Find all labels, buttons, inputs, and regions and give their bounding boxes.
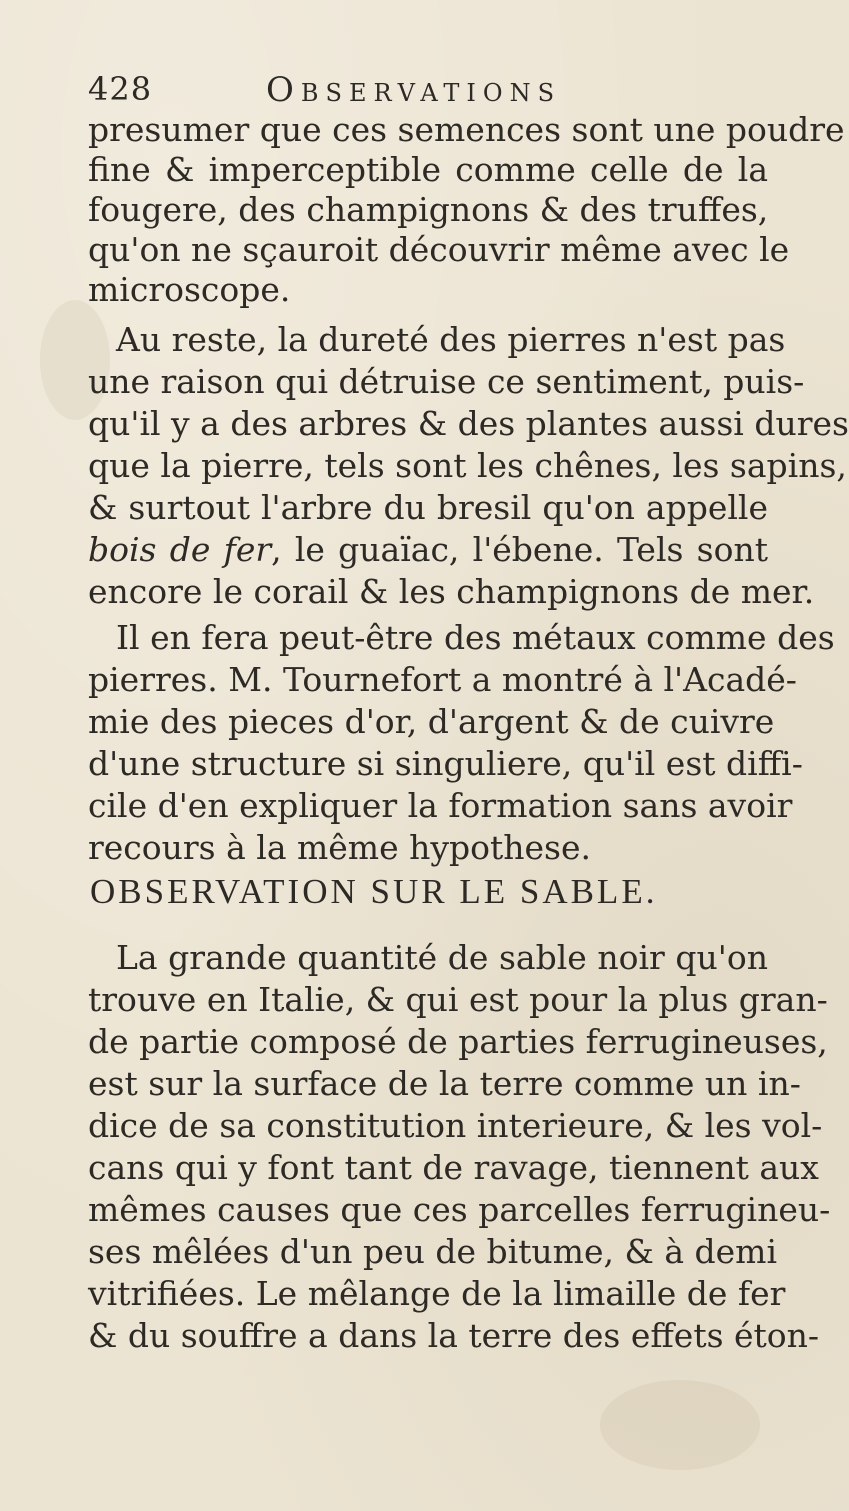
text-line: ses mêlées d'un peu de bitume, & à demi <box>88 1232 778 1271</box>
text-line: qu'il y a des arbres & des plantes aussi dures <box>88 404 849 443</box>
text-line: mie des pieces d'or, d'argent & de cuivre <box>88 702 775 741</box>
text-line: mêmes causes que ces parcelles ferrugineu- <box>88 1190 831 1229</box>
text-line: dice de sa constitution interieure, & les vol- <box>88 1106 823 1145</box>
text-line: Au reste, la dureté des pierres n'est pas <box>116 320 786 359</box>
text-line: encore le corail & les champignons de mer. <box>88 572 815 611</box>
text-line: La grande quantité de sable noir qu'on <box>116 938 768 977</box>
text-line: vitrifiées. Le mêlange de la limaille de fer <box>88 1274 786 1313</box>
text-line: microscope. <box>88 270 291 309</box>
text-run: , le guaïac, l'ébene. Tels sont <box>271 530 768 569</box>
text-line: pierres. M. Tournefort a montré à l'Acadé- <box>88 660 797 699</box>
text-line: fougere, des champignons & des truffes, <box>88 190 769 229</box>
text-line: qu'on ne sçauroit découvrir même avec le <box>88 230 790 269</box>
text-line: fine & imperceptible comme celle de la <box>88 150 768 189</box>
text-line: recours à la même hypothese. <box>88 828 592 867</box>
text-line: & du souffre a dans la terre des effets éton- <box>88 1316 820 1355</box>
paper-stain <box>600 1380 760 1470</box>
text-line: cile d'en expliquer la formation sans avoir <box>88 786 793 825</box>
text-line: & surtout l'arbre du bresil qu'on appelle <box>88 488 768 527</box>
text-line: Il en fera peut-être des métaux comme des <box>116 618 835 657</box>
text-line: d'une structure si singuliere, qu'il est diffi- <box>88 744 803 783</box>
page-number: 428 <box>88 70 153 108</box>
text-line: cans qui y font tant de ravage, tiennent aux <box>88 1148 819 1187</box>
running-head: Observations <box>266 70 562 110</box>
italic-phrase: bois de fer <box>88 530 272 569</box>
text-line: que la pierre, tels sont les chênes, les sapins, <box>88 446 847 485</box>
text-line: presumer que ces semences sont une poudre <box>88 110 845 149</box>
text-line: de partie composé de parties ferrugineuses, <box>88 1022 828 1061</box>
text-line-italic-phrase <box>88 530 768 570</box>
section-title: OBSERVATION SUR LE SABLE. <box>90 872 658 911</box>
paper-stain <box>40 300 110 420</box>
text-line: trouve en Italie, & qui est pour la plus gran- <box>88 980 828 1019</box>
text-line: est sur la surface de la terre comme un in- <box>88 1064 801 1103</box>
text-line: une raison qui détruise ce sentiment, puis- <box>88 362 805 401</box>
